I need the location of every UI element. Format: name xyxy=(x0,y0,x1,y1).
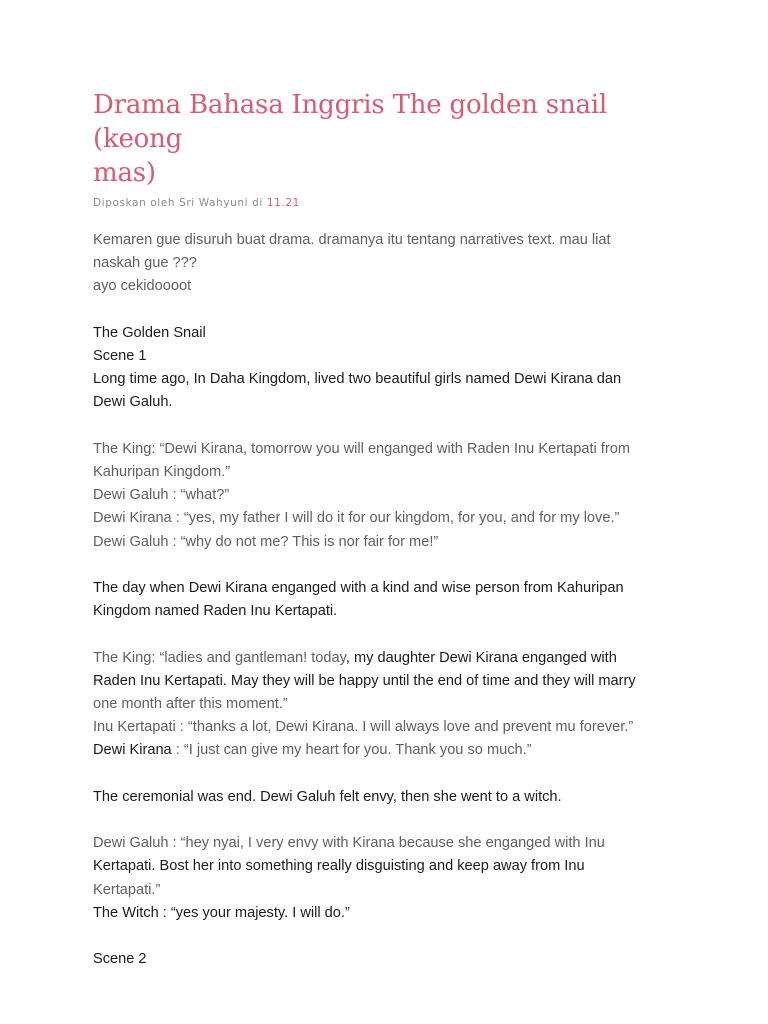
dialogue-line: Dewi Galuh : “why do not me? This is nor fair for me!” xyxy=(93,533,439,550)
dialogue-segment: The King: “ladies and gantleman! today xyxy=(93,649,346,666)
narration-line: Kingdom named Raden Inu Kertapati. xyxy=(93,603,338,620)
paragraph-gap xyxy=(93,763,688,786)
dialogue-speaker: Dewi Kirana xyxy=(93,742,172,759)
paragraph-gap xyxy=(93,809,688,832)
paragraph-gap xyxy=(93,623,688,646)
intro-line: ayo cekidoooot xyxy=(93,278,192,295)
narration-line: Dewi Galuh. xyxy=(93,394,173,411)
narration-line: The day when Dewi Kirana enganged with a kind and wise person from Kahuripan xyxy=(93,580,624,596)
post-title[interactable] xyxy=(93,88,688,190)
paragraph-gap xyxy=(93,415,688,438)
post-time-link[interactable]: 11.21 xyxy=(266,197,300,209)
narration-line: The ceremonial was end. Dewi Galuh felt envy, then she went to a witch. xyxy=(93,788,562,805)
dialogue-line xyxy=(93,739,688,762)
dialogue-line: one month after this moment.” xyxy=(93,696,288,712)
dialogue-line: Kertapati.” xyxy=(93,881,161,898)
dialogue-segment: , my daughter Dewi Kirana enganged with xyxy=(345,649,617,666)
dialogue-line: Raden Inu Kertapati. May they will be happy until the end of time and they will marry xyxy=(93,672,636,689)
dialogue-line: The King: “Dewi Kirana, tomorrow you will enganged with Raden Inu Kertapati from xyxy=(93,440,630,457)
post-title-line-2[interactable]: mas) xyxy=(93,158,156,188)
story-title: The Golden Snail xyxy=(93,324,206,341)
dialogue-line: Dewi Galuh : “hey nyai, I very envy with Kirana because she enganged with Inu xyxy=(93,835,605,852)
intro-line: Kemaren gue disuruh buat drama. dramanya itu tentang narratives text. mau liat xyxy=(93,232,611,248)
post-meta xyxy=(93,197,688,209)
paragraph-gap xyxy=(93,299,688,322)
narration-line: Long time ago, In Daha Kingdom, lived two beautiful girls named Dewi Kirana dan xyxy=(93,371,622,388)
dialogue-line xyxy=(93,647,688,670)
dialogue-line: Dewi Galuh : “what?” xyxy=(93,487,230,504)
scene-heading: Scene 2 xyxy=(93,951,147,968)
dialogue-line: Inu Kertapati : “thanks a lot, Dewi Kirana. I will always love and prevent mu forever.” xyxy=(93,719,634,736)
intro-line: naskah gue ??? xyxy=(93,255,197,272)
dialogue-segment: : “I just can give my heart for you. Thank you so much.” xyxy=(171,742,532,759)
dialogue-line: The Witch : “yes your majesty. I will do.” xyxy=(93,904,350,921)
dialogue-line: Dewi Kirana : “yes, my father I will do it for our kingdom, for you, and for my love.” xyxy=(93,510,620,527)
dialogue-line: Kahuripan Kingdom.” xyxy=(93,464,231,480)
paragraph-gap xyxy=(93,554,688,577)
post-title-line-1[interactable]: Drama Bahasa Inggris The golden snail (keong xyxy=(93,90,608,154)
post-author: Diposkan oleh Sri Wahyuni di xyxy=(93,197,267,209)
dialogue-line: Kertapati. Bost her into something really disguisting and keep away from Inu xyxy=(93,858,585,875)
post-body xyxy=(93,229,688,971)
paragraph-gap xyxy=(93,925,688,948)
scene-heading: Scene 1 xyxy=(93,348,147,364)
